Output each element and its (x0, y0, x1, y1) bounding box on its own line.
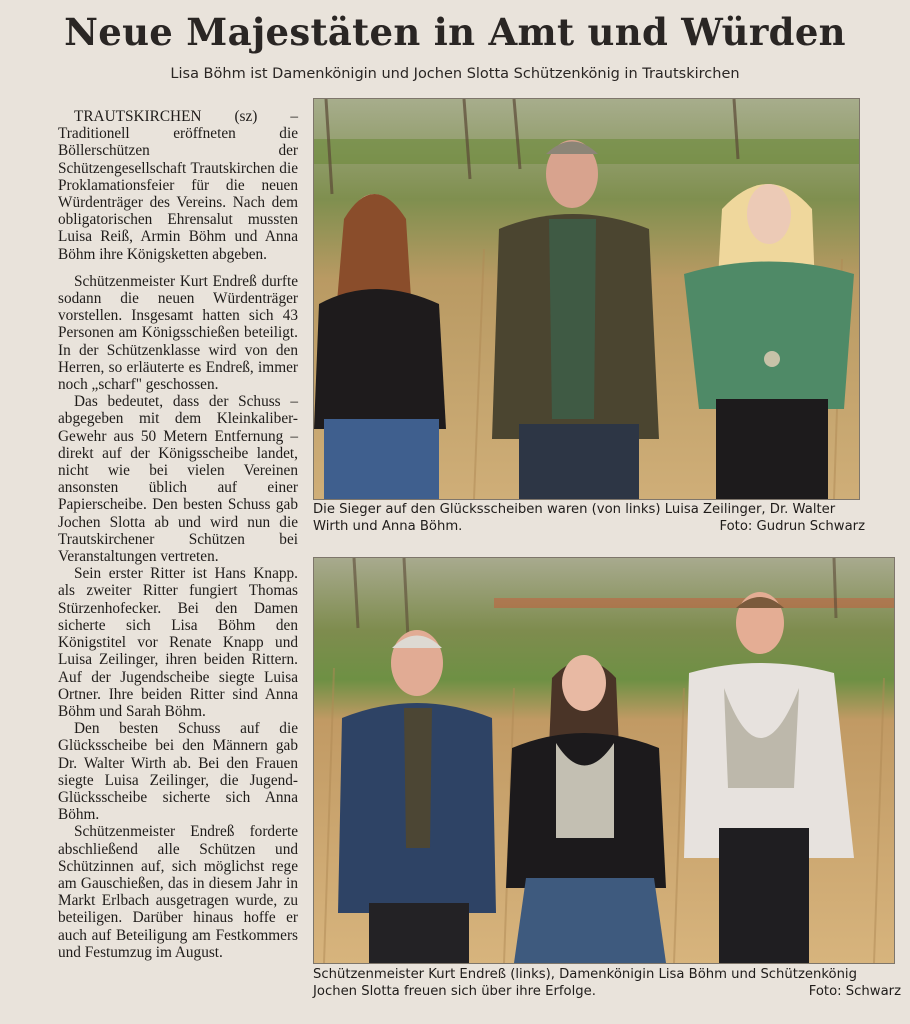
photo-majestaeten (313, 557, 895, 964)
article-paragraph: Den besten Schuss auf die Glücksscheibe bei den Männern gab Dr. Walter Wirth ab. Bei den Frauen siegte Luisa Zeilinger, die Jugend-Glücksscheibe sicherte sich Anna Böhm. (58, 720, 298, 824)
photo-caption: Die Sieger auf den Glücksscheiben waren (von links) Luisa Zeilinger, Dr. Walter Wirth und Anna Böhm. Foto: Gudrun Schwarz (313, 502, 865, 534)
photo-credit: Foto: Gudrun Schwarz (719, 519, 865, 534)
dateline: TRAUTSKIRCHEN (sz) (74, 108, 258, 125)
photo-caption: Schützenmeister Kurt Endreß (links), Damenkönigin Lisa Böhm und Schützenkönig Jochen Slotta freuen sich über ihre Erfolge. Foto: Schwarz (313, 967, 901, 999)
photo-credit: Foto: Schwarz (808, 984, 901, 999)
article-paragraph: Schützenmeister Kurt Endreß durfte sodann die neuen Würdenträger vorstellen. Insgesamt hatten sich 43 Personen am Königsschießen beteiligt. In der Schützenklasse wird von den Herren, so erläuterte es Endreß, immer noch „scharf" geschossen. (58, 272, 298, 394)
article-subheadline: Lisa Böhm ist Damenkönigin und Jochen Slotta Schützenkönig in Trautskirchen (170, 66, 740, 82)
article-paragraph: Schützenmeister Endreß forderte abschließend alle Schützen und Schützinnen auf, sich möglichst rege am Gauschießen, das in diesem Jahr in Markt Erlbach ausgetragen wurde, zu beteiligen. Darüber hinaus hoffe er auch auf Beteiligung am Festkommers und Festumzug im August. (58, 823, 298, 961)
photo-glueckscheiben-winners (313, 98, 860, 500)
article-headline: Neue Majestäten in Amt und Würden (64, 10, 846, 54)
article-paragraph: Das bedeutet, dass der Schuss – abgegeben mit dem Kleinkaliber-Gewehr aus 50 Metern Entfernung – direkt auf der Königsscheibe landet, nicht wie bei vielen Vereinen ansonsten üblich auf einer Papierscheibe. Den besten Schuss gab Jochen Slotta ab und wird nun die Trautskirchener Schützen bei Veranstaltungen vertreten. (58, 393, 298, 566)
article-paragraph: Sein erster Ritter ist Hans Knapp. als zweiter Ritter fungiert Thomas Stürzenhofecker. Bei den Damen sicherte sich Lisa Böhm den Königstitel vor Renate Knapp und Luisa Zeilinger, ihren beiden Rittern. Auf der Jugendscheibe siegte Luisa Ortner. Ihre beiden Ritter sind Anna Böhm und Sarah Böhm. (58, 565, 298, 720)
article-body (58, 108, 298, 961)
article-paragraph: TRAUTSKIRCHEN (sz) – Traditionell eröffneten die Böllerschützen der Schützengesellschaft Trautskirchen die Proklamationsfeier für die neuen Würdenträger des Vereins. Nach dem obligatorischen Ehrensalut mussten Luisa Reiß, Armin Böhm und Anna Böhm ihre Königsketten abgeben. (58, 108, 298, 263)
